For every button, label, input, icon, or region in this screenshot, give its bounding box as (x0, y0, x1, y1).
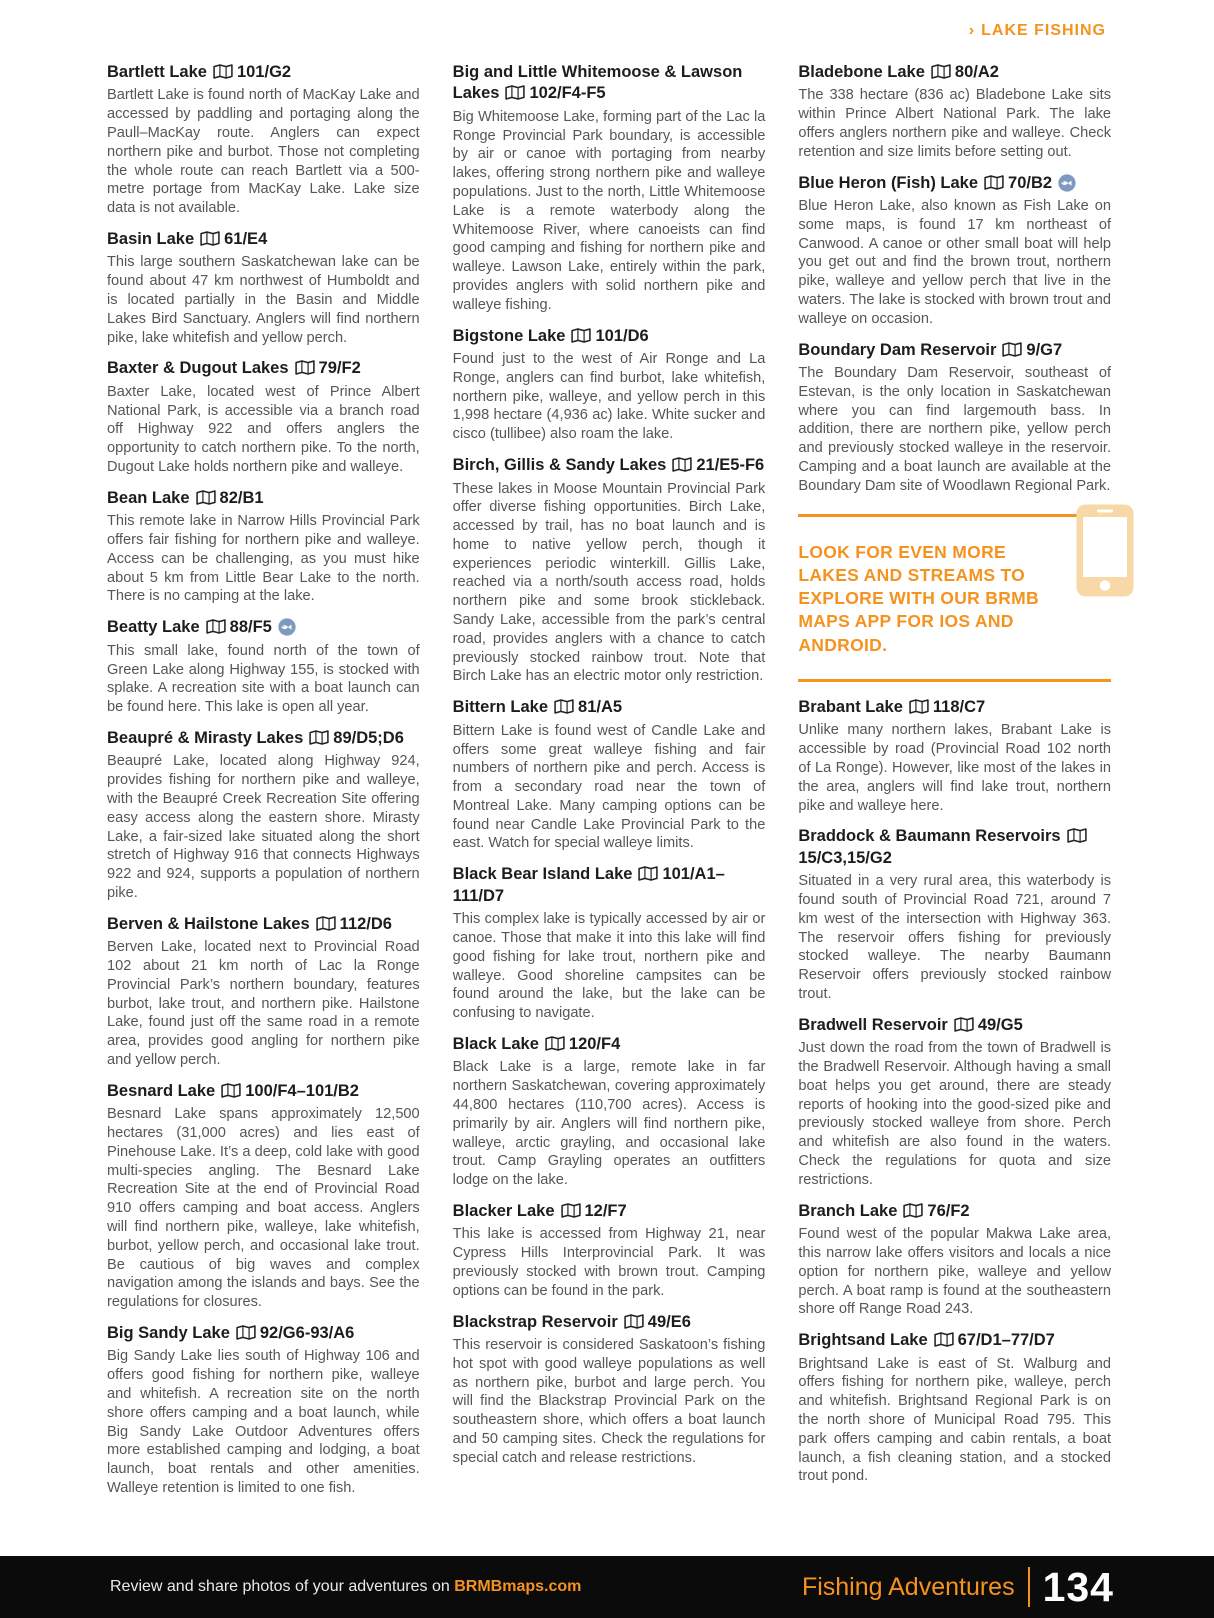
lake-name: Birch, Gillis & Sandy Lakes (452, 456, 667, 475)
footer-tagline-text: Review and share photos of your adventures on (110, 1578, 455, 1595)
lake-entry (107, 728, 420, 903)
lake-entry (107, 229, 420, 347)
map-reference: 9/G7 (1026, 340, 1063, 359)
map-icon (316, 916, 336, 931)
lake-description: Bartlett Lake is found north of MacKay Lake and accessed by paddling and portaging along the Paull–MacKay route. Anglers can expect northern pike and burbot. Those not completing the whole route can reach Bartlett via a 500-metre portage from MacKay Lake. Lake size data is not available. (107, 87, 420, 217)
lake-name: Basin Lake (107, 230, 195, 249)
lake-name: Boundary Dam Reservoir (798, 340, 997, 359)
map-reference: 101/A1–111/D7 (452, 865, 725, 905)
lake-title (798, 1201, 1111, 1222)
lake-name: Bladebone Lake (798, 63, 925, 81)
section-title: LAKE FISHING (981, 22, 1106, 39)
map-icon (545, 1036, 565, 1051)
lake-title (798, 62, 1111, 83)
lake-name: Brightsand Lake (798, 1331, 928, 1350)
map-reference: 88/F5 (229, 618, 272, 637)
map-reference: 89/D5;D6 (333, 728, 404, 747)
chevron-right-icon: › (968, 22, 976, 39)
lake-name: Blacker Lake (452, 1201, 555, 1220)
lake-name: Black Lake (452, 1034, 539, 1053)
lake-title (798, 1015, 1111, 1036)
lake-description: These lakes in Moose Mountain Provincial Park offer diverse fishing opportunities. Birch Lake, accessed by trail, has no boat launch and is home to native yellow perch, though it experiences periodic winterkill. Gillis Lake, reached via a north/south access road, holds northern pike and some brook stickleback. Sandy Lake, accessible from the park’s central road, provides anglers with a chance to catch previously stocked rainbow trout. Note that Birch Lake has an electric motor only restriction. (452, 480, 766, 685)
lake-description: This remote lake in Narrow Hills Provincial Park offers fair fishing for northern pike and walleye. Access can be challenging, as you must hike about 5 km from Little Bear Lake to the north. There is no camping at the lake. (107, 513, 420, 605)
lake-description: This lake is accessed from Highway 21, near Cypress Hills Interprovincial Park. It was previously stocked with brown trout. Camping options can be found in the park. (452, 1226, 766, 1299)
lake-entry (798, 826, 1111, 1003)
stocked-fish-icon (1058, 174, 1076, 192)
lake-name: Beaupré & Mirasty Lakes (107, 728, 304, 747)
map-reference: 70/B2 (1008, 173, 1053, 192)
map-icon (196, 490, 216, 505)
lake-title (453, 326, 766, 347)
lake-description: This small lake, found north of the town of Green Lake along Highway 155, is stocked with splake. A recreation site with a boat launch can be found here. This lake is open all year. (107, 642, 420, 716)
map-reference: 21/E5-F6 (696, 456, 765, 475)
lake-description: Beaupré Lake, located along Highway 924, provides fishing for northern pike and walleye, with the Beaupré Creek Recreation Site offering easy access along the eastern shore. Mirasty Lake, a fair-sized lake situated along the short stretch of Highway 916 that connects Highways 922 and 924, supports a population of northern pike. (107, 753, 420, 901)
lake-entry (453, 326, 766, 444)
lake-description: This complex lake is typically accessed by air or canoe. Those that make it into this lake will find good fishing for lake trout, northern pike and walleye. Good shoreline campsites can be found around the lake, but the lake can be confusing to navigate. (452, 911, 766, 1022)
lake-entry (798, 1330, 1111, 1486)
lake-entry (107, 62, 420, 218)
lake-title (453, 1201, 766, 1222)
map-reference: 49/E6 (647, 1312, 691, 1331)
lake-title (798, 1330, 1111, 1351)
stocked-fish-icon (278, 618, 296, 636)
lake-description: Situated in a very rural area, this waterbody is found south of Provincial Road 721, around 7 km west of the intersection with Highway 363. The reservoir offers fishing for previously stocked walleye. The nearby Baumann Reservoir offers previously stocked rainbow trout. (798, 873, 1112, 1003)
column-right (798, 62, 1111, 1509)
lake-name: Bartlett Lake (107, 63, 207, 81)
lake-name: Bittern Lake (452, 698, 549, 717)
lake-name: Beatty Lake (107, 618, 200, 637)
map-icon (672, 457, 692, 472)
map-icon (295, 360, 315, 375)
lake-name: Blackstrap Reservoir (452, 1312, 618, 1331)
lake-entry (453, 864, 766, 1023)
lake-description: Unlike many northern lakes, Brabant Lake is accessible by road (Provincial Road 102 north of La Ronge). However, like most of the lakes in the area, anglers will find lake trout, northern pike and walleye here. (798, 722, 1112, 814)
lake-entry (453, 1034, 766, 1190)
lake-entry (798, 173, 1111, 329)
map-icon (213, 64, 233, 79)
lake-name: Blue Heron (Fish) Lake (798, 173, 979, 192)
map-icon (903, 1203, 923, 1218)
lake-description: Just down the road from the town of Bradwell is the Bradwell Reservoir. Although having a small boat helps you get around, there are steady reports of hooking into the good-sized pike and previously stocked walleye from shore. Perch and whitefish are also found in the waters. Check the regulations for quota and size restrictions. (798, 1040, 1112, 1188)
lake-name: Berven & Hailstone Lakes (107, 914, 310, 933)
lake-entry (798, 1201, 1111, 1319)
lake-title (107, 488, 420, 509)
lake-name: Brabant Lake (798, 697, 903, 716)
lake-description: This large southern Saskatchewan lake can be found about 47 km northwest of Humboldt and is located partially in the Basin and Middle Lakes Bird Sanctuary. Anglers will find northern pike, lake whitefish and yellow perch. (107, 254, 420, 346)
lake-description: Big Whitemoose Lake, forming part of the Lac la Ronge Provincial Park boundary, is accessible by air or canoe with portaging from nearby lakes, offering strong northern pike and walleye populations. Just to the north, Little Whitemoose Lake is a remote waterbody along the Whitemoose River, where canoeists can find good camping and fishing for northern pike and walleye. Lawson Lake, entirely within the park, provides anglers with solid northern pike and walleye fishing. (452, 108, 766, 313)
lake-title (453, 1034, 766, 1055)
lake-entry (107, 617, 420, 717)
lake-name: Big and Little Whitemoose & Lawson Lakes (452, 63, 743, 103)
lake-entry (107, 1323, 420, 1498)
map-icon (561, 1203, 581, 1218)
map-reference: 102/F4-F5 (529, 84, 606, 103)
map-reference: 80/A2 (954, 63, 999, 81)
lake-title (107, 617, 420, 638)
map-icon (1067, 828, 1087, 843)
map-icon (624, 1314, 644, 1329)
lake-title (798, 340, 1111, 361)
lake-description: Berven Lake, located next to Provincial Road 102 about 21 km north of Lac la Ronge Provincial Park’s northern boundary, features burbot, lake trout, and northern pike. Hailstone Lake, found just off the same road in a remote area, provides good angling for northern pike and yellow perch. (107, 939, 420, 1068)
lake-title (453, 62, 766, 105)
lake-description: The Boundary Dam Reservoir, southeast of Estevan, is the only location in Saskatchewan where you can find largemouth bass. In addition, there are northern pike, yellow perch and previously stocked walleye in the reservoir. Camping and a boat launch are available at the Boundary Dam site of Woodlawn Regional Park. (798, 365, 1112, 494)
lake-description: Bittern Lake is found west of Candle Lake and offers some great walleye fishing and fair numbers of northern pike and perch. Access is from a secondary road near the town of Montreal Lake. Many camping options can be found near Candle Lake Provincial Park to the east. Watch for special walleye limits. (452, 722, 766, 852)
map-reference: 82/B1 (219, 488, 264, 507)
lake-title (798, 826, 1111, 869)
lake-description: Found just to the west of Air Ronge and La Ronge, anglers can find burbot, lake whitefish, northern pike, walleye, and yellow perch in this 1,998 hectare (4,936 ac) lake. White sucker and cisco (tullibee) also roam the lake. (452, 351, 766, 443)
map-reference: 100/F4–101/B2 (245, 1081, 359, 1100)
lake-entry (453, 1312, 766, 1468)
column-middle (453, 62, 766, 1509)
smartphone-icon (1076, 504, 1134, 597)
lake-name: Bigstone Lake (452, 326, 566, 345)
lake-name: Braddock & Baumann Reservoirs (798, 827, 1061, 846)
lake-description: Blue Heron Lake, also known as Fish Lake on some maps, is found 17 km northeast of Canwood. A canoe or other small boat will help you get out and find the brown trout, northern pike, walleye and yellow perch that live in the waters. The lake is stocked with brown trout and walleye on occasion. (798, 198, 1112, 327)
map-icon (309, 730, 329, 745)
map-icon (505, 85, 525, 100)
lake-title (798, 697, 1111, 718)
lake-entry (798, 1015, 1111, 1190)
lake-description: Baxter Lake, located west of Prince Albert National Park, is accessible via a branch road off Highway 922 and offers anglers the opportunity to catch northern pike. To the north, Dugout Lake holds northern pike and walleye. (107, 383, 420, 476)
lake-description: Black Lake is a large, remote lake in far northern Saskatchewan, covering approximately 44,800 hectares (110,700 acres). Access is primarily by air. Anglers will find northern pike, walleye, arctic grayling, and occasional lake trout. Camp Grayling operates an outfitters lodge on the lake. (452, 1059, 766, 1189)
lake-description: This reservoir is considered Saskatoon’s fishing hot spot with good walleye populations as well as northern pike, burbot and large perch. You will find the Blackstrap Provincial Park on the southeastern shore, which offers a boat launch and 50 camping sites. Check the regulations for special catch and release restrictions. (452, 1337, 766, 1466)
map-icon (931, 64, 951, 79)
footer-divider (1028, 1567, 1030, 1607)
map-reference: 112/D6 (339, 914, 392, 933)
lake-title (107, 728, 420, 749)
lake-description: The 338 hectare (836 ac) Bladebone Lake sits within Prince Albert National Park. The lake offers anglers northern pike and walleye. Check retention and size limits before setting out. (798, 87, 1112, 160)
lake-entry (453, 62, 766, 315)
lake-name: Baxter & Dugout Lakes (107, 359, 289, 378)
page-section-header (969, 22, 1106, 40)
lake-entry (453, 697, 766, 853)
lake-name: Black Bear Island Lake (452, 865, 633, 884)
map-icon (571, 328, 591, 343)
map-reference: 101/D6 (595, 326, 649, 345)
lake-title (107, 1081, 420, 1102)
map-icon (236, 1325, 256, 1340)
lake-listing-content (107, 62, 1111, 1509)
lake-name: Branch Lake (798, 1201, 898, 1220)
map-reference: 49/G5 (977, 1015, 1023, 1034)
lake-title (107, 1323, 420, 1344)
lake-entry (107, 1081, 420, 1312)
map-reference: 120/F4 (568, 1034, 621, 1053)
lake-entry (107, 488, 420, 606)
map-icon (954, 1017, 974, 1032)
page-number: 134 (1042, 1563, 1114, 1610)
map-icon (638, 866, 658, 881)
map-reference: 76/F2 (927, 1201, 970, 1220)
footer-tagline (0, 1578, 581, 1596)
lake-title (453, 864, 766, 907)
lake-title (107, 914, 420, 935)
map-icon (984, 175, 1004, 190)
lake-title (798, 173, 1111, 194)
map-icon (221, 1083, 241, 1098)
lake-name: Bradwell Reservoir (798, 1015, 948, 1034)
lake-name: Besnard Lake (107, 1081, 216, 1100)
page-footer (0, 1556, 1214, 1618)
lake-entry (453, 455, 766, 686)
series-title: Fishing Adventures (801, 1572, 1015, 1601)
lake-entry (798, 697, 1111, 815)
app-promo-text: LOOK FOR EVEN MORE LAKES AND STREAMS TO EXPLORE WITH OUR BRMB MAPS APP FOR IOS AND ANDROID. (798, 541, 1039, 655)
lake-description: Brightsand Lake is east of St. Walburg and offers fishing for northern pike, walleye, perch and whitefish. Brightsand Regional Park is on the north shore of Municipal Road 795. This park offers camping and cabin rentals, a boat launch, a fish cleaning station, and a stocked trout pond. (798, 1355, 1112, 1485)
map-icon (554, 699, 574, 714)
lake-title (453, 455, 766, 476)
lake-title (453, 697, 766, 718)
map-reference: 79/F2 (318, 359, 361, 378)
map-reference: 101/G2 (236, 63, 292, 81)
map-reference: 61/E4 (224, 230, 268, 249)
lake-description: Big Sandy Lake lies south of Highway 106 and offers good fishing for northern pike, walleye and whitefish. A recreation site on the north shore offers camping and a boat launch, while Big Sandy Lake Outdoor Adventures offers more established camping and lodging, a boat launch, boat rentals and other amenities. Walleye retention is limited to one fish. (107, 1348, 420, 1496)
lake-title (107, 229, 420, 250)
lake-name: Big Sandy Lake (107, 1323, 230, 1342)
lake-entry (798, 62, 1111, 162)
footer-right (802, 1564, 1214, 1611)
lake-title (107, 62, 420, 83)
map-reference: 81/A5 (578, 698, 623, 717)
lake-entry (798, 340, 1111, 496)
lake-description: Found west of the popular Makwa Lake area, this narrow lake offers visitors and locals a nice option for northern pike, walleye and yellow perch. A boat ramp is found at the southeastern shore off Range Road 243. (798, 1226, 1112, 1318)
map-icon (206, 619, 226, 634)
map-icon (909, 699, 929, 714)
map-icon (1002, 342, 1022, 357)
map-icon (934, 1332, 954, 1347)
lake-title (453, 1312, 766, 1333)
lake-description: Besnard Lake spans approximately 12,500 hectares (31,000 acres) and lies east of Pinehouse Lake. It’s a deep, cold lake with good multi-species angling. The Besnard Lake Recreation Site at the end of Provincial Road 910 offers camping and boat access. Anglers will find northern pike, walleye, lake whitefish, burbot, yellow perch, and occasional lake trout. Be cautious of big waves and complex navigation among the islands and bays. See the regulations for closures. (107, 1106, 420, 1311)
map-reference: 15/C3,15/G2 (798, 848, 892, 867)
lake-entry (107, 358, 420, 476)
map-reference: 92/G6-93/A6 (259, 1323, 355, 1342)
lake-name: Bean Lake (107, 488, 190, 507)
map-reference: 118/C7 (932, 697, 986, 716)
brmbmaps-link[interactable]: BRMBmaps.com (454, 1578, 582, 1595)
map-reference: 67/D1–77/D7 (957, 1331, 1055, 1350)
lake-title (107, 358, 420, 379)
lake-entry (107, 914, 420, 1070)
map-icon (200, 231, 220, 246)
map-reference: 12/F7 (584, 1201, 627, 1220)
app-promo-callout (798, 514, 1111, 682)
lake-entry (453, 1201, 766, 1301)
column-left (107, 62, 420, 1509)
